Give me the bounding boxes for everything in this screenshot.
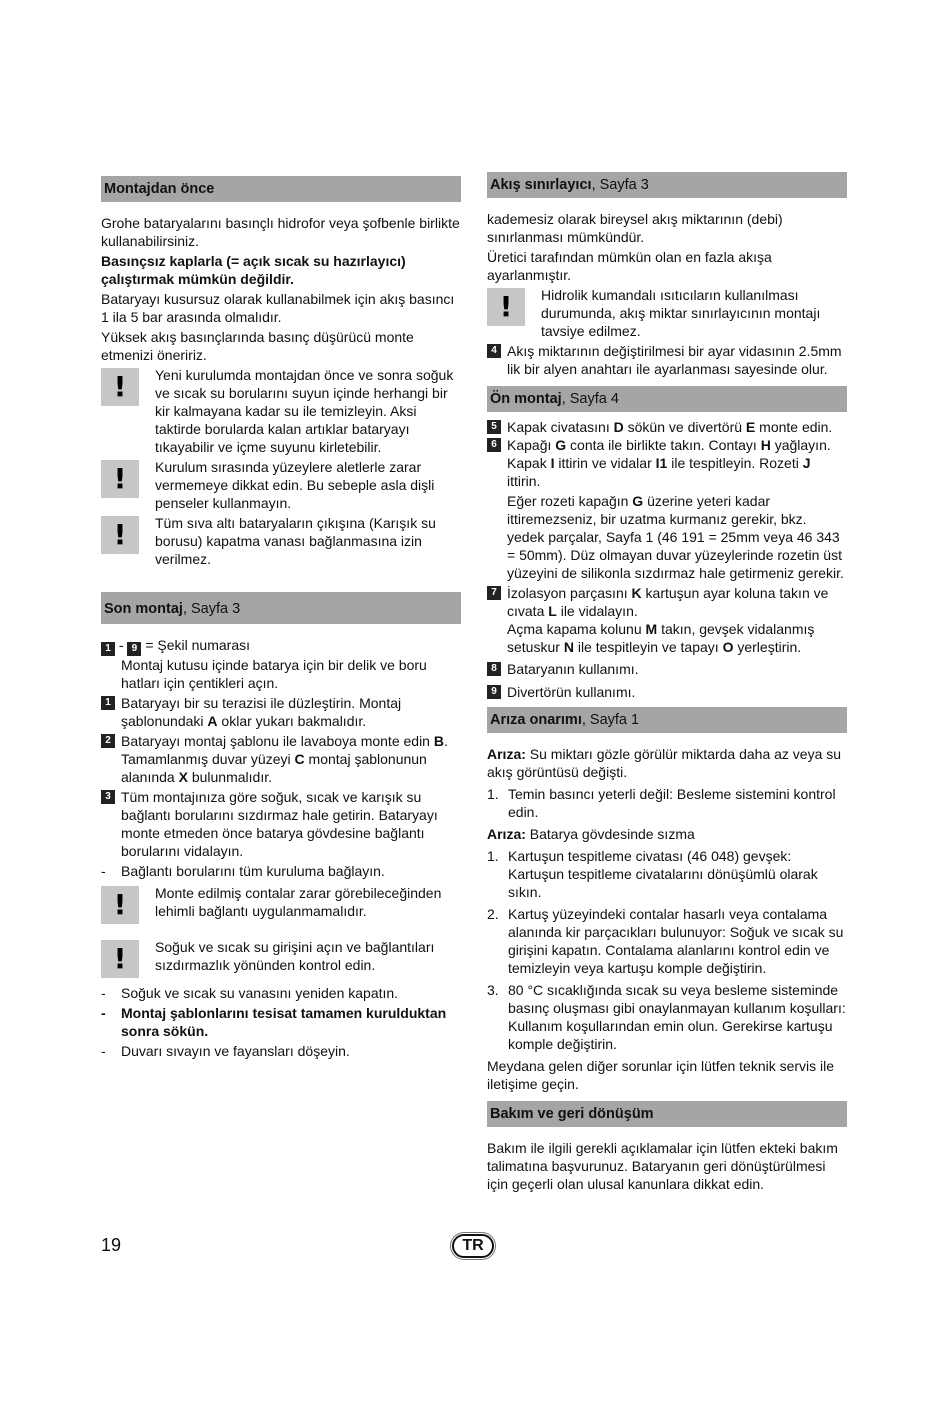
paragraph: Bakım ile ilgili gerekli açıklamalar için lütfen ekteki bakım talimatına başvurunuz. Bataryanın geri dönüştürülmesi için geçerli olan ulusal kanunlara dikkat edin. [487,1140,838,1192]
warning-note [487,286,847,340]
warning-text: Monte edilmiş contalar zarar görebileceğinden lehimli bağlantı uygulanmamalıdır. [155,885,442,919]
step-number-badge: 8 [487,662,501,676]
right-column [487,172,847,1193]
step-text: Kapak civatasını D sökün ve divertörü E monte edin. [507,419,833,435]
warning-note [101,366,461,456]
remedy-item: 2. Kartuş yüzeyindeki contalar hasarlı veya contalama alanında kir parçacıkları bulunuyor: Soğuk ve sıcak su girişini kapatın. Contalama alanlarını kontrol edin ve temizleyin veya kartuşu komple değiştirin. [487,906,844,976]
step-number-badge: 4 [487,344,501,358]
step-text: Tüm montajınıza göre soğuk, sıcak ve karışık su bağlantı borularını sızdırmaz hale getirin. Bataryayı monte etmeden önce batarya gövdesine bağlantı borularını vidalayın. [121,789,438,859]
warning-note [101,938,461,978]
remedy-item: 1. Temin basıncı yeterli değil: Besleme sistemini kontrol edin. [487,786,836,820]
warning-icon: ! [101,368,139,406]
fault-description: Arıza: Batarya gövdesinde sızma [487,826,695,842]
paragraph: Bataryayı kusursuz olarak kullanabilmek için akış basıncı 1 ila 5 bar arasında olmalıdır. [101,291,455,325]
language-badge: TR [452,1234,494,1258]
warning-icon: ! [487,288,525,326]
figure-legend: 1 - 9 = Şekil numarası [101,636,461,656]
warning-text: Tüm sıva altı bataryaların çıkışına (Karışık su borusu) kapatma vanası bağlanmasına izin verilmez. [155,515,436,567]
step-text: Bataryanın kullanımı. [507,661,639,677]
warning-note [101,884,461,924]
step-5 [487,418,847,436]
step-number-badge: 3 [101,790,115,804]
dash-item: - Soğuk ve sıcak su vanasını yeniden kapatın. [101,985,399,1001]
step-text: Kapağı G conta ile birlikte takın. Contayı H yağlayın. Kapak I ittirin ve vidalar I1 ile tespitleyin. Rozeti J ittirin. Eğer rozeti kapağın G üzerine yeteri kadar ittiremezseniz, bir uzatma kurmanız gerekir, bkz. yedek parçalar, Sayfa 1 (46 191 = 25mm veya 46 343 = 50mm). Düz olmayan duvar yüzeylerinde rozetin üst yüzeyini de silikonla sızdırmaz hale getirmeniz gerekir. [507,437,844,581]
warning-note [101,458,461,512]
step-text: Akış miktarının değiştirilmesi bir ayar vidasının 2.5mm lik bir alyen anahtarı ile ayarlanması sayesinde olur. [507,343,842,377]
paragraph: kademesiz olarak bireysel akış miktarının (debi) sınırlanması mümkündür. [487,211,783,245]
step-text: Bataryayı bir su terazisi ile düzleştirin. Montaj şablonundaki A oklar yukarı bakmalıdır. [121,695,402,729]
section-header-troubleshooting: Arıza onarımı, Sayfa 1 [487,707,847,733]
paragraph: Üretici tarafından mümkün olan en fazla akışa ayarlanmıştır. [487,249,772,283]
section-header-final-installation: Son montaj, Sayfa 3 [101,592,461,624]
warning-icon: ! [101,940,139,978]
section-header-pre-assembly: Ön montaj, Sayfa 4 [487,386,847,412]
warning-icon: ! [101,516,139,554]
step-4 [487,342,847,378]
step-text: Bataryayı montaj şablonu ile lavaboya monte edin B. Tamamlanmış duvar yüzeyi C montaj şablonunun alanında X bulunmalıdır. [121,733,448,785]
step-2 [101,732,461,786]
step-text: İzolasyon parçasını K kartuşun ayar koluna takın ve cıvata L ile vidalayın. Açma kapama kolunu M takın, gevşek vidalanmış setuskur N ile tespitleyin ve tapayı O yerleştirin. [507,585,829,655]
step-9 [487,683,847,701]
figure-number-badge: 9 [127,642,141,656]
section-header-flow-limiter: Akış sınırlayıcı, Sayfa 3 [487,172,847,198]
warning-text: Hidrolik kumandalı ısıtıcıların kullanılması durumunda, akış miktar sınırlayıcının montajı tavsiye edilmez. [541,287,821,339]
step-7 [487,584,847,656]
fault-description: Arıza: Su miktarı gözle görülür miktarda daha az veya su akış görüntüsü değişti. [487,746,842,780]
warning-icon: ! [101,886,139,924]
step-number-badge: 6 [487,438,501,452]
section-header-maintenance-recycling: Bakım ve geri dönüşüm [487,1101,847,1127]
left-column [101,176,461,1060]
section-header-before-installation: Montajdan önce [101,176,461,202]
paragraph-bold: Basınçsız kaplarla (= açık sıcak su hazırlayıcı) çalıştırmak mümkün değildir. [101,253,406,287]
paragraph: Yüksek akış basınçlarında basınç düşürücü monte etmenizi öneririz. [101,329,414,363]
dash-item: - Duvarı sıvayın ve fayansları döşeyin. [101,1043,350,1059]
paragraph: Grohe bataryalarını basınçlı hidrofor veya şofbenle birlikte kullanabilirsiniz. [101,215,460,249]
figure-number-badge: 1 [101,642,115,656]
step-8 [487,660,847,678]
step-number-badge: 2 [101,734,115,748]
step-number-badge: 1 [101,696,115,710]
page-number: 19 [101,1235,122,1255]
dash-item: - Bağlantı borularını tüm kuruluma bağlayın. [101,863,385,879]
warning-note [101,514,461,568]
paragraph: Montaj kutusu içinde batarya için bir delik ve boru hatları için çentikleri açın. [121,657,427,691]
step-number-badge: 7 [487,586,501,600]
remedy-item: 3. 80 °C sıcaklığında sıcak su veya besleme sisteminde basınç oluşması gibi onaylanmayan kullanım koşulları: Kullanım koşullarından emin olun. Gerekirse kartuşu komple değiştirin. [487,982,846,1052]
paragraph: Meydana gelen diğer sorunlar için lütfen teknik servis ile iletişime geçin. [487,1058,835,1092]
step-3 [101,788,461,860]
step-number-badge: 5 [487,420,501,434]
dash-item-bold: - Montaj şablonlarını tesisat tamamen kurulduktan sonra sökün. [101,1005,447,1039]
remedy-item: 1. Kartuşun tespitleme civatası (46 048) gevşek: Kartuşun tespitleme civatalarını dönüşümlü olarak sıkın. [487,848,818,900]
warning-icon: ! [101,460,139,498]
warning-text: Yeni kurulumda montajdan önce ve sonra soğuk ve sıcak su borularını suyun içinde herhangi bir kir kalmayana kadar su ile temizleyin. Aksi taktirde borularda kalan artıklar bataryayı tıkayabilir ve içme suyunu kirletebilir. [155,367,454,455]
step-6 [487,436,847,582]
warning-text: Soğuk ve sıcak su girişini açın ve bağlantıları sızdırmazlık yönünden kontrol edin. [155,939,435,973]
warning-text: Kurulum sırasında yüzeylere aletlerle zarar vermemeye dikkat edin. Bu sebeple asla dişli penseler kullanmayın. [155,459,435,511]
step-text: Divertörün kullanımı. [507,684,636,700]
step-number-badge: 9 [487,685,501,699]
step-1 [101,694,461,730]
